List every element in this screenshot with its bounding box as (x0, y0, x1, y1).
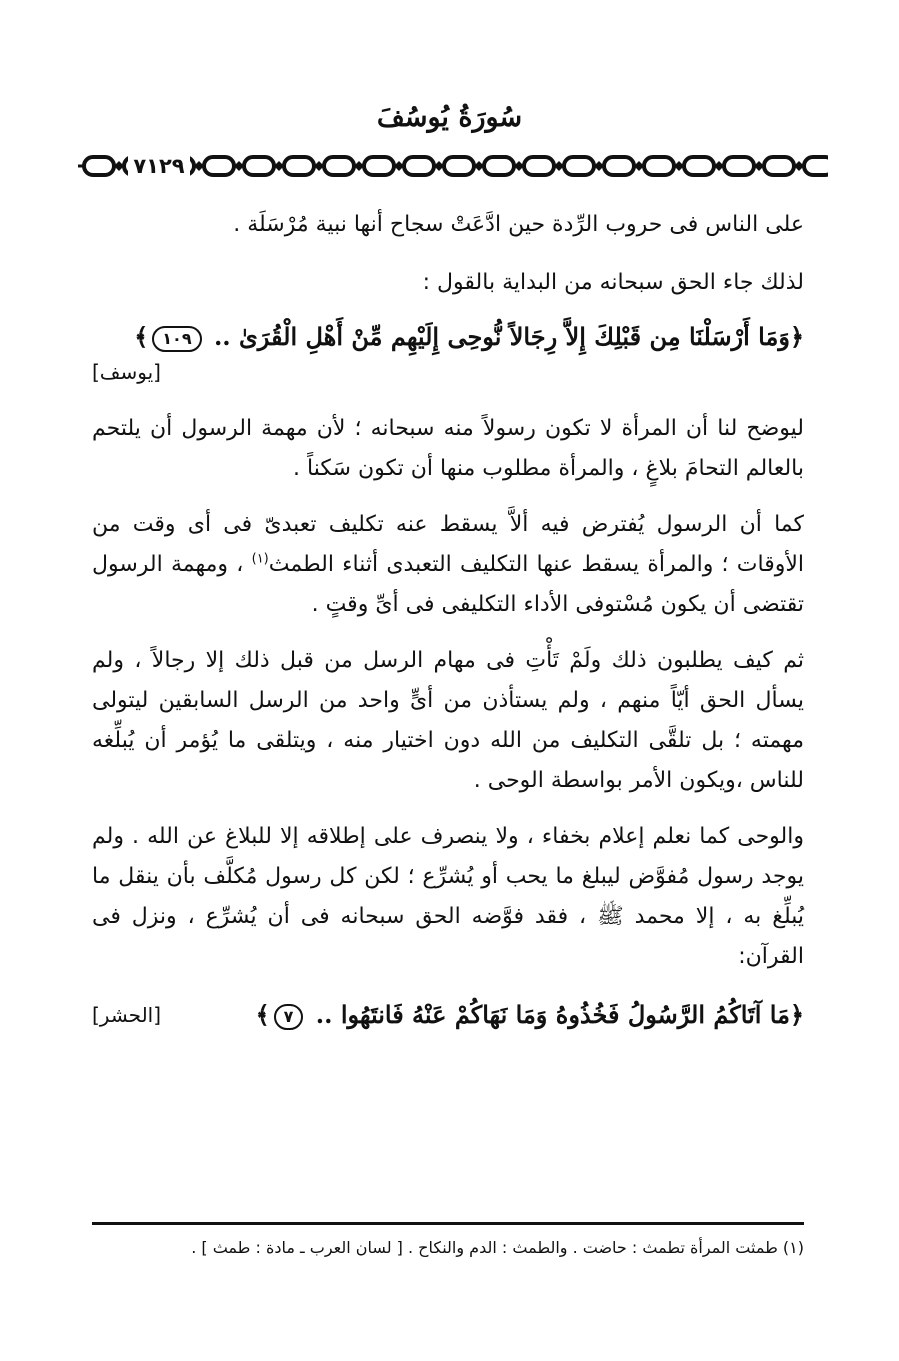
paragraph-4-text-cont: ، ومهمة الرسول تقتضى أن يكون مُسْتوفى الأداء التكليفى فى أىِّ وقتٍ . (92, 552, 804, 617)
ornament-link-icon (764, 157, 794, 175)
ornament-link-icon (244, 157, 274, 175)
ornament-link-icon (404, 157, 434, 175)
paragraph-1: على الناس فى حروب الرِّدة حين ادَّعَتْ سجاح أنها نبية مُرْسَلَة . (233, 212, 804, 237)
verse-text: مَا آتَاكُمُ الرَّسُولُ فَخُذُوهُ وَمَا نَهَاكُمْ عَنْهُ فَانتَهُوا .. (315, 1000, 790, 1029)
quran-verse-2 (256, 995, 804, 1035)
ayah-number: ٧ (274, 1004, 304, 1030)
ornament-link-icon (204, 157, 234, 175)
ornament-link-icon (444, 157, 474, 175)
paragraph-6: والوحى كما نعلم إعلام بخفاء ، ولا ينصرف على إطلاقه إلا للبلاغ عن الله . ولم يوجد رسول مُفوَّض ليبلغ ما يحب أو يُشرِّع ؛ لكن كل رسول مُكلَّف بأن ينقل ما يُبلِّغ به ، إلا محمد ﷺ ، فقد فوَّضه الحق سبحانه فى أن يُشرِّع ، ونزل فى القرآن: (92, 824, 804, 969)
verse-close-bracket: ﴾ (134, 322, 149, 351)
main-text (92, 205, 804, 1035)
ornament-link-icon (684, 157, 714, 175)
verse-text: وَمَا أَرْسَلْنَا مِن قَبْلِكَ إِلاَّ رِجَالاً نُّوحِى إِلَيْهِم مِّنْ أَهْلِ الْقُرَىٰ .. (213, 322, 790, 351)
ornament-link-icon (804, 157, 828, 175)
ornament-link-icon (524, 157, 554, 175)
paragraph-4-text: كما أن الرسول يُفترض فيه ألاَّ يسقط عنه تكليف تعبدىّ فى أى وقت من الأوقات ؛ والمرأة يسقط عنها التكليف التعبدى أثناء الطمث (92, 512, 804, 577)
paragraph-3: ليوضح لنا أن المرأة لا تكون رسولاً منه سبحانه ؛ لأن مهمة الرسول أن يلتحم بالعالم التحامَ بلاغٍ ، والمرأة مطلوب منها أن تكون سَكناً . (92, 416, 804, 481)
paragraph-2: لذلك جاء الحق سبحانه من البداية بالقول : (422, 270, 804, 295)
ayah-number: ١٠٩ (152, 326, 201, 352)
ornament-link-icon (364, 157, 394, 175)
quran-verse-2-row (92, 995, 804, 1035)
footnote: (١) طمثت المرأة تطمث : حاضت . والطمث : الدم والنكاح . [ لسان العرب ـ مادة : طمث ] . (191, 1238, 804, 1257)
verse-source: [يوسف] (92, 360, 161, 384)
ornament-link-icon (564, 157, 594, 175)
paragraph-5: ثم كيف يطلبون ذلك ولَمْ تَأْتِ فى مهام الرسل من قبل ذلك إلا رجالاً ، ولم يسأل الحق أيّاً منهم ، ولم يستأذن من أىٍّ واحد من الرسل السابقين ليتولى مهمته ؛ بل تلقَّى التكليف من الله دون اختيار منه ، ويتلقى ما يُؤمر أن يُبلِّغه للناس ،ويكون الأمر بواسطة الوحى . (92, 648, 804, 793)
ornament-link-icon (284, 157, 314, 175)
verse-open-bracket: ﴿ (789, 322, 804, 351)
verse-source: [الحشر] (92, 1003, 162, 1027)
ornament-link-icon (324, 157, 354, 175)
verse-close-bracket: ﴾ (255, 1000, 270, 1029)
paragraph-4 (92, 505, 804, 625)
footnote-marker: (١) (251, 551, 269, 567)
verse-open-bracket: ﴿ (789, 1000, 804, 1029)
quran-verse-1 (92, 317, 804, 357)
page-number: ٧١٢٩ (128, 150, 190, 182)
ornament-link-icon (484, 157, 514, 175)
ornament-link-icon (84, 157, 114, 175)
footnote-divider (92, 1222, 804, 1225)
ornament-link-icon (644, 157, 674, 175)
ornament-link-icon (604, 157, 634, 175)
surah-title: سُورَةُ يُوسُفَ (376, 102, 523, 133)
ornament-link-icon (724, 157, 754, 175)
